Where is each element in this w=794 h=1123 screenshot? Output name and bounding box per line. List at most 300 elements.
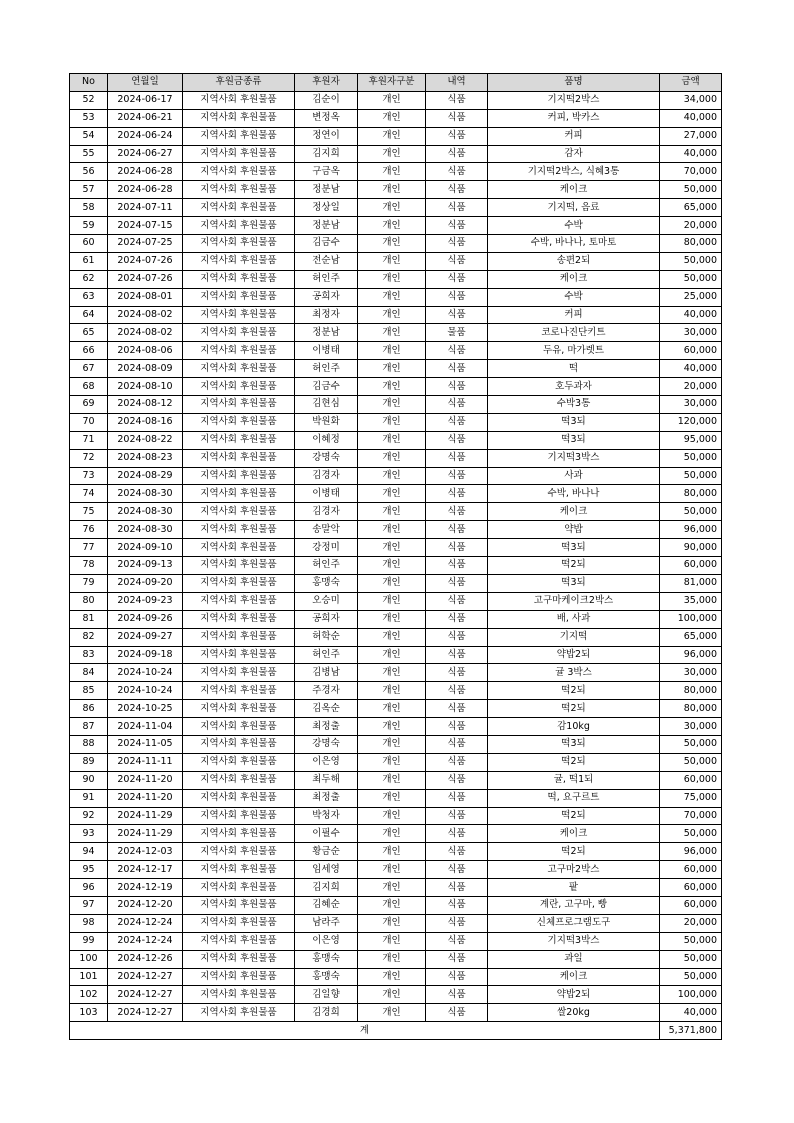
cell-no: 82	[70, 628, 108, 646]
cell-no: 80	[70, 592, 108, 610]
table-row	[70, 968, 722, 986]
cell-donor-category: 개인	[358, 485, 426, 503]
cell-date: 2024-09-23	[108, 592, 183, 610]
cell-date: 2024-12-24	[108, 914, 183, 932]
cell-item-name: 귤, 떡1되	[488, 771, 660, 789]
cell-detail: 식품	[426, 807, 488, 825]
cell-donation-type: 지역사회 후원물품	[183, 396, 295, 414]
cell-donation-type: 지역사회 후원물품	[183, 431, 295, 449]
cell-donor-category: 개인	[358, 700, 426, 718]
cell-date: 2024-12-27	[108, 1004, 183, 1022]
cell-no: 73	[70, 467, 108, 485]
table-row	[70, 396, 722, 414]
cell-amount: 70,000	[660, 163, 722, 181]
cell-donor-category: 개인	[358, 682, 426, 700]
cell-donor-category: 개인	[358, 592, 426, 610]
cell-donor: 전순남	[295, 252, 358, 270]
table-row	[70, 288, 722, 306]
cell-donor-category: 개인	[358, 896, 426, 914]
cell-no: 90	[70, 771, 108, 789]
header-amount: 금액	[660, 74, 722, 92]
table-row	[70, 217, 722, 235]
cell-donation-type: 지역사회 후원물품	[183, 592, 295, 610]
cell-donor-category: 개인	[358, 664, 426, 682]
cell-donation-type: 지역사회 후원물품	[183, 109, 295, 127]
cell-item-name: 케이크	[488, 968, 660, 986]
cell-amount: 50,000	[660, 467, 722, 485]
cell-donor-category: 개인	[358, 431, 426, 449]
table-row	[70, 986, 722, 1004]
cell-date: 2024-07-26	[108, 270, 183, 288]
cell-detail: 식품	[426, 753, 488, 771]
cell-donor: 김금수	[295, 235, 358, 253]
cell-detail: 식품	[426, 539, 488, 557]
table-row	[70, 270, 722, 288]
cell-detail: 식품	[426, 503, 488, 521]
table-row	[70, 753, 722, 771]
cell-date: 2024-07-15	[108, 217, 183, 235]
cell-donor-category: 개인	[358, 646, 426, 664]
cell-no: 87	[70, 718, 108, 736]
table-row	[70, 521, 722, 539]
cell-item-name: 배, 사과	[488, 610, 660, 628]
table-row	[70, 843, 722, 861]
cell-donor: 이은영	[295, 753, 358, 771]
cell-no: 77	[70, 539, 108, 557]
table-row	[70, 145, 722, 163]
table-row	[70, 664, 722, 682]
cell-detail: 식품	[426, 449, 488, 467]
header-item-name: 품명	[488, 74, 660, 92]
cell-item-name: 떡, 요구르트	[488, 789, 660, 807]
cell-no: 96	[70, 879, 108, 897]
table-row	[70, 360, 722, 378]
cell-donation-type: 지역사회 후원물품	[183, 467, 295, 485]
cell-amount: 96,000	[660, 646, 722, 664]
cell-donor-category: 개인	[358, 843, 426, 861]
table-row	[70, 610, 722, 628]
cell-item-name: 코로나진단키트	[488, 324, 660, 342]
cell-date: 2024-08-30	[108, 503, 183, 521]
cell-item-name: 약밥2되	[488, 646, 660, 664]
cell-donor: 김혜순	[295, 896, 358, 914]
cell-donor-category: 개인	[358, 252, 426, 270]
table-body	[70, 91, 722, 1021]
cell-detail: 식품	[426, 378, 488, 396]
cell-donor: 김금수	[295, 378, 358, 396]
cell-donor: 이혜정	[295, 431, 358, 449]
header-detail: 내역	[426, 74, 488, 92]
cell-item-name: 기지떡2박스, 식혜3통	[488, 163, 660, 181]
cell-date: 2024-08-23	[108, 449, 183, 467]
cell-donor: 이병태	[295, 342, 358, 360]
cell-no: 54	[70, 127, 108, 145]
cell-donor-category: 개인	[358, 986, 426, 1004]
cell-donation-type: 지역사회 후원물품	[183, 950, 295, 968]
cell-no: 52	[70, 91, 108, 109]
table-row	[70, 861, 722, 879]
cell-date: 2024-10-24	[108, 664, 183, 682]
cell-date: 2024-12-20	[108, 896, 183, 914]
table-row	[70, 306, 722, 324]
table-row	[70, 449, 722, 467]
cell-no: 53	[70, 109, 108, 127]
header-donation-type: 후원금종류	[183, 74, 295, 92]
cell-donor-category: 개인	[358, 807, 426, 825]
cell-detail: 식품	[426, 109, 488, 127]
cell-detail: 식품	[426, 896, 488, 914]
cell-date: 2024-08-10	[108, 378, 183, 396]
table-row	[70, 378, 722, 396]
cell-item-name: 쌀20kg	[488, 1004, 660, 1022]
table-row	[70, 235, 722, 253]
cell-no: 60	[70, 235, 108, 253]
table-row	[70, 628, 722, 646]
cell-donor-category: 개인	[358, 467, 426, 485]
cell-donation-type: 지역사회 후원물품	[183, 968, 295, 986]
cell-amount: 50,000	[660, 252, 722, 270]
cell-amount: 25,000	[660, 288, 722, 306]
cell-donation-type: 지역사회 후원물품	[183, 235, 295, 253]
cell-donor-category: 개인	[358, 163, 426, 181]
cell-item-name: 케이크	[488, 270, 660, 288]
cell-donation-type: 지역사회 후원물품	[183, 753, 295, 771]
cell-donation-type: 지역사회 후원물품	[183, 521, 295, 539]
cell-donation-type: 지역사회 후원물품	[183, 700, 295, 718]
cell-no: 100	[70, 950, 108, 968]
cell-item-name: 떡3되	[488, 539, 660, 557]
cell-donor: 김경자	[295, 503, 358, 521]
cell-donor: 김현심	[295, 396, 358, 414]
cell-no: 79	[70, 574, 108, 592]
cell-donor-category: 개인	[358, 235, 426, 253]
cell-detail: 식품	[426, 270, 488, 288]
cell-donor-category: 개인	[358, 217, 426, 235]
cell-donor: 공희자	[295, 610, 358, 628]
cell-date: 2024-08-02	[108, 306, 183, 324]
cell-donor: 최정자	[295, 306, 358, 324]
cell-donor-category: 개인	[358, 950, 426, 968]
table-row	[70, 181, 722, 199]
cell-amount: 95,000	[660, 431, 722, 449]
cell-donor-category: 개인	[358, 127, 426, 145]
cell-detail: 식품	[426, 145, 488, 163]
cell-detail: 식품	[426, 610, 488, 628]
cell-donor-category: 개인	[358, 789, 426, 807]
cell-donor-category: 개인	[358, 771, 426, 789]
cell-donor: 김순이	[295, 91, 358, 109]
table-row	[70, 771, 722, 789]
cell-no: 65	[70, 324, 108, 342]
table-row	[70, 950, 722, 968]
cell-donor: 강명숙	[295, 449, 358, 467]
cell-donation-type: 지역사회 후원물품	[183, 378, 295, 396]
cell-item-name: 송편2되	[488, 252, 660, 270]
cell-no: 74	[70, 485, 108, 503]
cell-donation-type: 지역사회 후원물품	[183, 610, 295, 628]
cell-donor: 박청자	[295, 807, 358, 825]
cell-donation-type: 지역사회 후원물품	[183, 718, 295, 736]
cell-detail: 식품	[426, 467, 488, 485]
cell-donor: 최정출	[295, 789, 358, 807]
cell-item-name: 떡3되	[488, 574, 660, 592]
total-amount: 5,371,800	[660, 1022, 722, 1040]
table-row	[70, 557, 722, 575]
cell-detail: 식품	[426, 181, 488, 199]
cell-donor-category: 개인	[358, 270, 426, 288]
cell-amount: 30,000	[660, 324, 722, 342]
cell-amount: 60,000	[660, 342, 722, 360]
cell-date: 2024-12-27	[108, 968, 183, 986]
cell-detail: 식품	[426, 861, 488, 879]
cell-donor: 김일향	[295, 986, 358, 1004]
cell-item-name: 케이크	[488, 181, 660, 199]
cell-item-name: 감자	[488, 145, 660, 163]
cell-detail: 식품	[426, 288, 488, 306]
cell-date: 2024-08-12	[108, 396, 183, 414]
cell-donation-type: 지역사회 후원물품	[183, 199, 295, 217]
cell-item-name: 떡2되	[488, 700, 660, 718]
cell-detail: 식품	[426, 217, 488, 235]
cell-donation-type: 지역사회 후원물품	[183, 557, 295, 575]
cell-no: 69	[70, 396, 108, 414]
table-row	[70, 431, 722, 449]
cell-donor-category: 개인	[358, 932, 426, 950]
cell-donor: 송말악	[295, 521, 358, 539]
cell-amount: 20,000	[660, 217, 722, 235]
cell-detail: 식품	[426, 306, 488, 324]
cell-donor-category: 개인	[358, 539, 426, 557]
cell-date: 2024-08-22	[108, 431, 183, 449]
table-row	[70, 718, 722, 736]
cell-no: 91	[70, 789, 108, 807]
header-donor-category: 후원자구분	[358, 74, 426, 92]
cell-no: 94	[70, 843, 108, 861]
cell-no: 61	[70, 252, 108, 270]
cell-item-name: 수박, 바나나, 토마토	[488, 235, 660, 253]
cell-donor: 허인주	[295, 360, 358, 378]
cell-donor: 오승미	[295, 592, 358, 610]
cell-item-name: 두유, 마가렛트	[488, 342, 660, 360]
cell-amount: 50,000	[660, 181, 722, 199]
cell-no: 72	[70, 449, 108, 467]
cell-amount: 40,000	[660, 109, 722, 127]
cell-donor: 강정미	[295, 539, 358, 557]
cell-no: 101	[70, 968, 108, 986]
cell-donor: 김지희	[295, 879, 358, 897]
cell-item-name: 커피, 박카스	[488, 109, 660, 127]
cell-item-name: 케이크	[488, 825, 660, 843]
cell-donor-category: 개인	[358, 306, 426, 324]
cell-donor: 허인주	[295, 646, 358, 664]
table-row	[70, 127, 722, 145]
cell-donation-type: 지역사회 후원물품	[183, 682, 295, 700]
cell-donation-type: 지역사회 후원물품	[183, 324, 295, 342]
cell-no: 55	[70, 145, 108, 163]
cell-donor-category: 개인	[358, 181, 426, 199]
cell-amount: 60,000	[660, 861, 722, 879]
cell-donation-type: 지역사회 후원물품	[183, 145, 295, 163]
cell-donor: 김병남	[295, 664, 358, 682]
cell-donor-category: 개인	[358, 413, 426, 431]
cell-donor-category: 개인	[358, 324, 426, 342]
cell-no: 67	[70, 360, 108, 378]
cell-donor-category: 개인	[358, 199, 426, 217]
cell-detail: 식품	[426, 700, 488, 718]
cell-donor: 허학순	[295, 628, 358, 646]
table-row	[70, 342, 722, 360]
header-no: No	[70, 74, 108, 92]
cell-no: 103	[70, 1004, 108, 1022]
cell-donation-type: 지역사회 후원물품	[183, 825, 295, 843]
cell-donation-type: 지역사회 후원물품	[183, 896, 295, 914]
cell-amount: 40,000	[660, 306, 722, 324]
cell-amount: 40,000	[660, 1004, 722, 1022]
cell-detail: 식품	[426, 592, 488, 610]
cell-date: 2024-08-06	[108, 342, 183, 360]
cell-date: 2024-08-30	[108, 521, 183, 539]
cell-item-name: 떡2되	[488, 753, 660, 771]
cell-amount: 70,000	[660, 807, 722, 825]
cell-detail: 식품	[426, 431, 488, 449]
cell-detail: 식품	[426, 521, 488, 539]
cell-no: 63	[70, 288, 108, 306]
cell-amount: 75,000	[660, 789, 722, 807]
cell-donor-category: 개인	[358, 753, 426, 771]
cell-donation-type: 지역사회 후원물품	[183, 646, 295, 664]
cell-donation-type: 지역사회 후원물품	[183, 91, 295, 109]
cell-amount: 20,000	[660, 914, 722, 932]
header-date: 연월일	[108, 74, 183, 92]
cell-detail: 식품	[426, 91, 488, 109]
cell-donation-type: 지역사회 후원물품	[183, 879, 295, 897]
cell-no: 58	[70, 199, 108, 217]
table-row	[70, 914, 722, 932]
cell-donor-category: 개인	[358, 574, 426, 592]
cell-detail: 식품	[426, 718, 488, 736]
cell-detail: 식품	[426, 914, 488, 932]
cell-item-name: 수박	[488, 217, 660, 235]
cell-date: 2024-07-25	[108, 235, 183, 253]
cell-detail: 식품	[426, 235, 488, 253]
cell-no: 89	[70, 753, 108, 771]
cell-detail: 식품	[426, 360, 488, 378]
cell-no: 70	[70, 413, 108, 431]
cell-donation-type: 지역사회 후원물품	[183, 861, 295, 879]
cell-donation-type: 지역사회 후원물품	[183, 664, 295, 682]
cell-amount: 100,000	[660, 986, 722, 1004]
cell-donation-type: 지역사회 후원물품	[183, 342, 295, 360]
table-row	[70, 896, 722, 914]
cell-item-name: 약밥	[488, 521, 660, 539]
cell-detail: 식품	[426, 252, 488, 270]
cell-date: 2024-08-29	[108, 467, 183, 485]
cell-amount: 50,000	[660, 825, 722, 843]
cell-donor-category: 개인	[358, 968, 426, 986]
cell-donor: 이필수	[295, 825, 358, 843]
cell-donation-type: 지역사회 후원물품	[183, 449, 295, 467]
table-row	[70, 91, 722, 109]
cell-date: 2024-12-17	[108, 861, 183, 879]
cell-amount: 30,000	[660, 396, 722, 414]
cell-date: 2024-11-29	[108, 825, 183, 843]
cell-amount: 40,000	[660, 145, 722, 163]
cell-amount: 60,000	[660, 879, 722, 897]
cell-donor: 주경자	[295, 682, 358, 700]
cell-donor: 정분남	[295, 181, 358, 199]
table-row	[70, 539, 722, 557]
cell-detail: 식품	[426, 950, 488, 968]
cell-item-name: 떡2되	[488, 682, 660, 700]
cell-date: 2024-06-28	[108, 181, 183, 199]
cell-date: 2024-10-25	[108, 700, 183, 718]
table-row	[70, 252, 722, 270]
cell-date: 2024-12-03	[108, 843, 183, 861]
cell-no: 92	[70, 807, 108, 825]
cell-no: 83	[70, 646, 108, 664]
cell-donation-type: 지역사회 후원물품	[183, 914, 295, 932]
cell-date: 2024-09-18	[108, 646, 183, 664]
cell-amount: 50,000	[660, 449, 722, 467]
cell-detail: 식품	[426, 557, 488, 575]
cell-no: 59	[70, 217, 108, 235]
cell-donor: 홍맹숙	[295, 574, 358, 592]
cell-detail: 식품	[426, 485, 488, 503]
cell-donation-type: 지역사회 후원물품	[183, 127, 295, 145]
cell-no: 56	[70, 163, 108, 181]
cell-amount: 50,000	[660, 503, 722, 521]
cell-donation-type: 지역사회 후원물품	[183, 539, 295, 557]
cell-date: 2024-07-11	[108, 199, 183, 217]
cell-amount: 81,000	[660, 574, 722, 592]
cell-donor-category: 개인	[358, 521, 426, 539]
cell-donor-category: 개인	[358, 145, 426, 163]
cell-item-name: 수박	[488, 288, 660, 306]
cell-donation-type: 지역사회 후원물품	[183, 986, 295, 1004]
cell-item-name: 수박3통	[488, 396, 660, 414]
cell-item-name: 신체프로그램도구	[488, 914, 660, 932]
cell-amount: 50,000	[660, 932, 722, 950]
cell-donation-type: 지역사회 후원물품	[183, 181, 295, 199]
table-row	[70, 700, 722, 718]
cell-donation-type: 지역사회 후원물품	[183, 735, 295, 753]
cell-detail: 식품	[426, 825, 488, 843]
cell-no: 97	[70, 896, 108, 914]
cell-donation-type: 지역사회 후원물품	[183, 843, 295, 861]
cell-item-name: 팥	[488, 879, 660, 897]
cell-date: 2024-12-26	[108, 950, 183, 968]
cell-donor: 홍맹숙	[295, 950, 358, 968]
cell-amount: 50,000	[660, 968, 722, 986]
cell-donation-type: 지역사회 후원물품	[183, 771, 295, 789]
table-row	[70, 592, 722, 610]
cell-detail: 식품	[426, 127, 488, 145]
cell-detail: 식품	[426, 932, 488, 950]
cell-donor-category: 개인	[358, 360, 426, 378]
cell-amount: 40,000	[660, 360, 722, 378]
cell-item-name: 고구마케이크2박스	[488, 592, 660, 610]
cell-detail: 식품	[426, 968, 488, 986]
cell-amount: 80,000	[660, 700, 722, 718]
cell-donor: 정분남	[295, 217, 358, 235]
cell-amount: 65,000	[660, 199, 722, 217]
cell-donor: 정분남	[295, 324, 358, 342]
cell-date: 2024-09-13	[108, 557, 183, 575]
cell-date: 2024-12-24	[108, 932, 183, 950]
cell-no: 66	[70, 342, 108, 360]
cell-donation-type: 지역사회 후원물품	[183, 503, 295, 521]
table-row	[70, 682, 722, 700]
